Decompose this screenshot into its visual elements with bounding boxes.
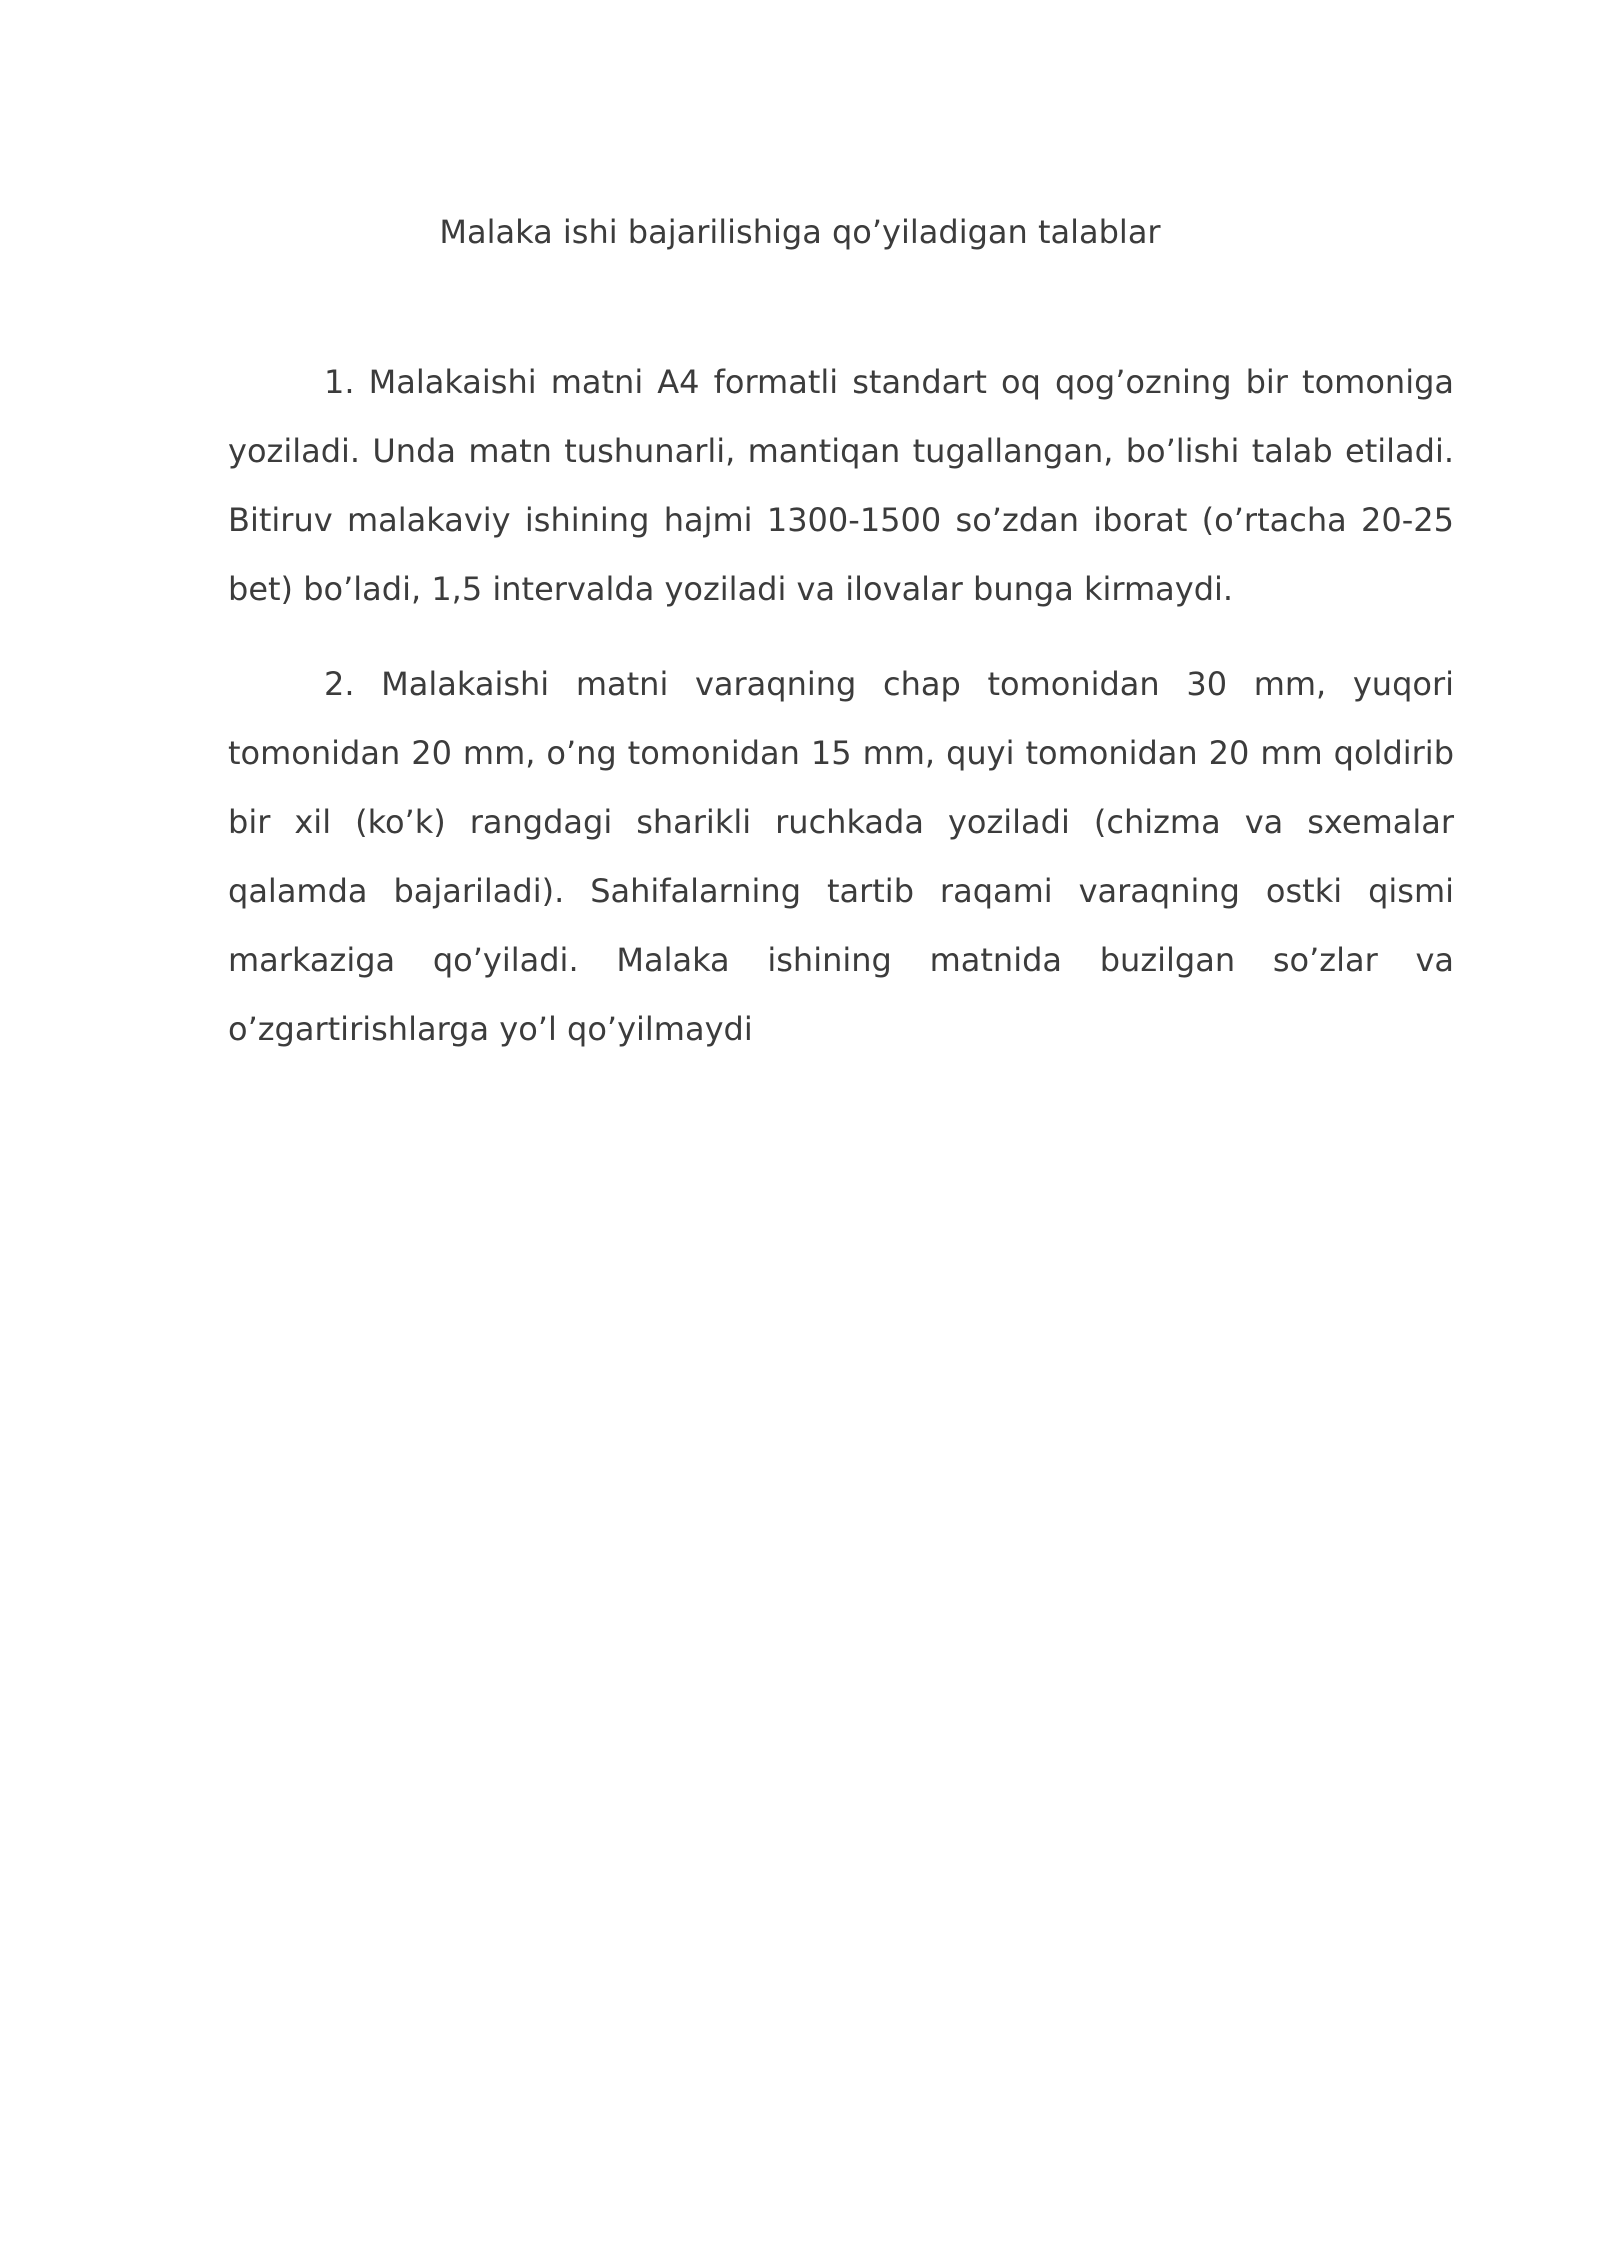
paragraph-2: 2. Malakaishi matni varaqning chap tomonidan 30 mm, yuqori tomonidan 20 mm, o’ng tomonidan 15 mm, quyi tomonidan 20 mm qoldirib bir xil (ko’k) rangdagi sharikli ruchkada yoziladi (chizma va sxemalar qalamda bajariladi). Sahifalarning tartib raqami varaqning ostki qismi markaziga qo’yiladi. Malaka ishining matnida buzilgan so’zlar va o’zgartirishlarga yo’l qo’yilmaydi: [228, 665, 1454, 1048]
document-body: [228, 348, 1454, 1090]
paragraph-1: 1. Malakaishi matni A4 formatli standart oq qog’ozning bir tomoniga yoziladi. Unda matn tushunarli, mantiqan tugallangan, bo’lishi talab etiladi. Bitiruv malakaviy ishining hajmi 1300-1500 so’zdan iborat (o’rtacha 20-25 bet) bo’ladi, 1,5 intervalda yoziladi va ilovalar bunga kirmaydi.: [228, 363, 1454, 608]
document-title: Malaka ishi bajarilishiga qo’yiladigan talablar: [439, 213, 1161, 251]
